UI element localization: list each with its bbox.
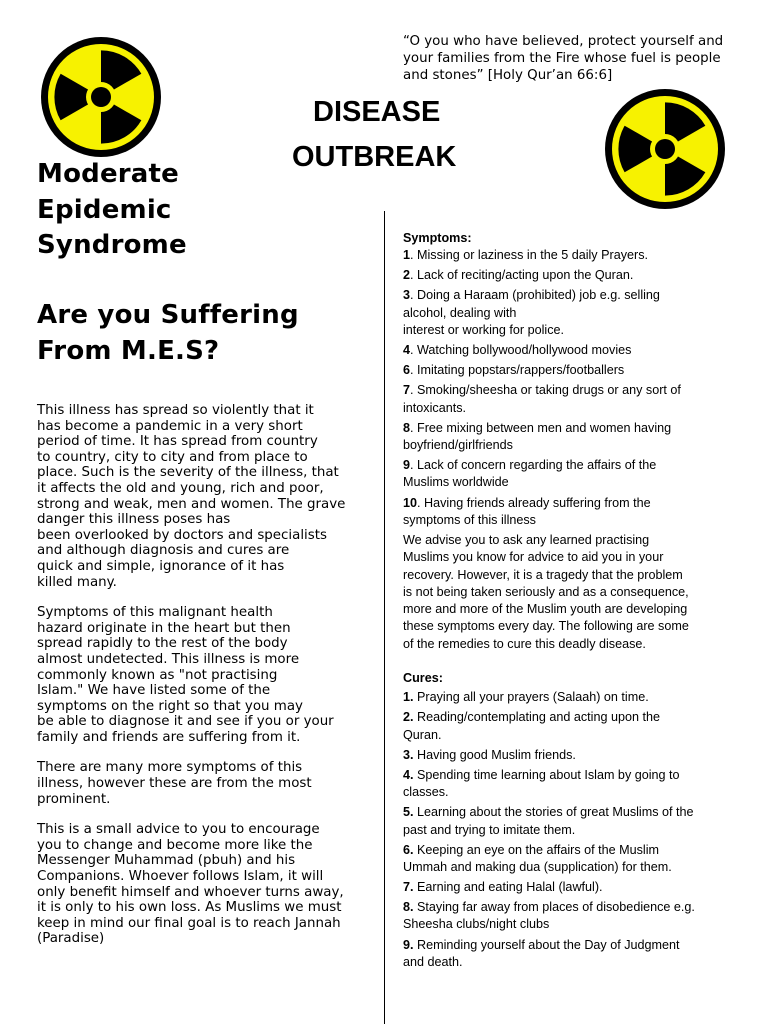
cures-item-text: Reminding yourself about the Day of Judgment xyxy=(413,937,680,952)
body-line: spread rapidly to the rest of the body xyxy=(37,636,288,652)
symptoms-item-line xyxy=(403,287,736,304)
cures-item-number: 7. xyxy=(403,880,414,895)
advice-line: recovery. However, it is a tragedy that the problem xyxy=(403,567,683,582)
symptoms-item-text: . Watching bollywood/hollywood movies xyxy=(410,343,632,358)
symptoms-item-text: . Imitating popstars/rappers/footballers xyxy=(410,363,625,378)
symptoms-item-number: 10 xyxy=(403,495,418,510)
symptoms-item-line xyxy=(403,362,736,379)
symptoms-item xyxy=(403,287,736,339)
symptoms-item-text: Muslims worldwide xyxy=(403,475,509,490)
advice-line: Muslims you know for advice to aid you in your xyxy=(403,550,664,565)
cures-item-line xyxy=(403,804,736,821)
symptoms-item-line xyxy=(403,247,736,264)
cures-item-text: Quran. xyxy=(403,727,442,742)
symptoms-item xyxy=(403,495,736,530)
symptoms-list xyxy=(403,247,736,529)
body-line: Islam." We have listed some of the xyxy=(37,683,271,699)
symptoms-item xyxy=(403,420,736,455)
symptoms-item xyxy=(403,267,736,284)
body-line: you to change and become more like the xyxy=(37,837,313,853)
body-line: been overlooked by doctors and specialists xyxy=(37,527,327,543)
cures-item-number: 2. xyxy=(403,710,414,725)
body-line: keep in mind our final goal is to reach Jannah xyxy=(37,915,341,931)
body-paragraph xyxy=(37,403,367,590)
symptoms-item-text: . Lack of concern regarding the affairs of the xyxy=(410,458,657,473)
cures-item-line xyxy=(403,859,736,876)
page-title-line-1: DISEASE xyxy=(313,96,441,128)
cures-item-text: and death. xyxy=(403,954,463,969)
advice-line: is not being taken seriously and as a consequence, xyxy=(403,584,689,599)
cures-item-number: 8. xyxy=(403,900,414,915)
symptoms-item-number: 7 xyxy=(403,383,411,398)
symptoms-item-number: 3 xyxy=(403,288,411,303)
symptoms-item-line xyxy=(403,342,736,359)
cures-item-text: Spending time learning about Islam by going to xyxy=(413,767,680,782)
symptoms-item xyxy=(403,247,736,264)
radiation-icon xyxy=(39,35,163,159)
symptoms-item-line xyxy=(403,305,736,322)
symptoms-item-text: intoxicants. xyxy=(403,400,466,415)
body-line: Companions. Whoever follows Islam, it will xyxy=(37,869,324,885)
body-line: place. Such is the severity of the illness, that xyxy=(37,465,339,481)
cures-item xyxy=(403,767,736,802)
symptoms-item-number: 8 xyxy=(403,420,411,435)
body-line: killed many. xyxy=(37,574,117,590)
symptoms-item xyxy=(403,382,736,417)
syndrome-heading-line: Epidemic xyxy=(37,194,172,225)
cures-list xyxy=(403,689,736,971)
symptoms-item-text: . Smoking/sheesha or taking drugs or any sort of xyxy=(410,383,681,398)
body-paragraph xyxy=(37,760,367,807)
body-line: Symptoms of this malignant health xyxy=(37,605,273,621)
right-column xyxy=(403,230,736,974)
body-line: be able to diagnose it and see if you or your xyxy=(37,714,334,730)
body-paragraph xyxy=(37,822,367,947)
syndrome-heading-line: Moderate xyxy=(37,159,180,189)
cures-item-number: 6. xyxy=(403,842,414,857)
left-column-text xyxy=(37,403,367,947)
radiation-icon xyxy=(603,87,727,211)
symptoms-item-text: alcohol, dealing with xyxy=(403,305,517,320)
cures-item-line xyxy=(403,784,736,801)
cures-item-line xyxy=(403,822,736,839)
cures-item-line xyxy=(403,767,736,784)
body-line: period of time. It has spread from country xyxy=(37,434,318,450)
cures-title: Cures: xyxy=(403,671,443,685)
body-line: commonly known as "not practising xyxy=(37,667,278,683)
cures-item xyxy=(403,804,736,839)
cures-item-line xyxy=(403,842,736,859)
cures-item-text: classes. xyxy=(403,785,449,800)
cures-item-number: 4. xyxy=(403,767,414,782)
question-heading xyxy=(37,298,299,369)
body-line: only benefit himself and whoever turns away, xyxy=(37,884,344,900)
cures-item-text: Reading/contemplating and acting upon the xyxy=(413,710,660,725)
cures-item-text: Sheesha clubs/night clubs xyxy=(403,917,550,932)
cures-item-text: Keeping an eye on the affairs of the Muslim xyxy=(413,842,660,857)
body-line: to country, city to city and from place to xyxy=(37,449,308,465)
cures-item-number: 9. xyxy=(403,937,414,952)
question-heading-line: From M.E.S? xyxy=(37,335,220,366)
cures-item-text: Ummah and making dua (supplication) for them. xyxy=(403,859,672,874)
symptoms-item-text: interest or working for police. xyxy=(403,323,564,338)
body-line: danger this illness poses has xyxy=(37,512,231,528)
body-line: it affects the old and young, rich and poor, xyxy=(37,480,324,496)
symptoms-item-number: 6 xyxy=(403,363,411,378)
body-line: illness, however these are from the most xyxy=(37,776,312,792)
symptoms-item-text: . Free mixing between men and women having xyxy=(410,420,672,435)
cures-item xyxy=(403,879,736,896)
symptoms-item-line xyxy=(403,267,736,284)
cures-item-line xyxy=(403,709,736,726)
symptoms-item-text: . Doing a Haraam (prohibited) job e.g. selling xyxy=(410,288,660,303)
symptoms-item-line xyxy=(403,512,736,529)
symptoms-item-text: . Lack of reciting/acting upon the Quran. xyxy=(410,268,634,283)
symptoms-title: Symptoms: xyxy=(403,231,472,245)
cures-item xyxy=(403,937,736,972)
body-line: Messenger Muhammad (pbuh) and his xyxy=(37,853,296,869)
body-line: it is only to his own loss. As Muslims we must xyxy=(37,900,342,916)
body-line: strong and weak, men and women. The grave xyxy=(37,496,346,512)
body-line: (Paradise) xyxy=(37,931,105,947)
cures-item-line xyxy=(403,727,736,744)
body-line: almost undetected. This illness is more xyxy=(37,651,300,667)
body-line: This illness has spread so violently that it xyxy=(37,403,314,418)
symptoms-item-text: boyfriend/girlfriends xyxy=(403,438,513,453)
cures-item-line xyxy=(403,954,736,971)
cures-item xyxy=(403,709,736,744)
cures-item-text: Earning and eating Halal (lawful). xyxy=(413,880,603,895)
page-title-line-2: OUTBREAK xyxy=(292,141,457,173)
cures-item-text: past and trying to imitate them. xyxy=(403,822,576,837)
body-line: hazard originate in the heart but then xyxy=(37,620,291,636)
advice-paragraph xyxy=(403,532,736,653)
body-line: There are many more symptoms of this xyxy=(37,760,303,776)
advice-line: more and more of the Muslim youth are developing xyxy=(403,602,688,617)
symptoms-item-line xyxy=(403,420,736,437)
body-line: has become a pandemic in a very short xyxy=(37,418,303,434)
cures-item-line xyxy=(403,747,736,764)
body-line: family and friends are suffering from it. xyxy=(37,729,301,745)
symptoms-item-text: . Having friends already suffering from the xyxy=(417,495,651,510)
body-line: symptoms on the right so that you may xyxy=(37,698,303,714)
cures-item-line xyxy=(403,899,736,916)
body-line: This is a small advice to you to encourage xyxy=(37,822,320,838)
body-line: and although diagnosis and cures are xyxy=(37,543,290,559)
body-paragraph xyxy=(37,605,367,745)
syndrome-heading-line: Syndrome xyxy=(37,230,187,260)
symptoms-item-number: 4 xyxy=(403,343,411,358)
symptoms-item-text: symptoms of this illness xyxy=(403,512,536,527)
cures-item-number: 5. xyxy=(403,805,414,820)
quran-quote: “O you who have believed, protect yourself and your families from the Fire whose fuel is people and stones” [Holy Qur’an 66:6] xyxy=(403,34,724,83)
symptoms-item-number: 1 xyxy=(403,248,411,263)
symptoms-item-line xyxy=(403,437,736,454)
paragraph-gap xyxy=(37,807,367,822)
cures-item xyxy=(403,899,736,934)
cures-item-number: 3. xyxy=(403,747,414,762)
cures-item-line xyxy=(403,916,736,933)
symptoms-item-line xyxy=(403,457,736,474)
cures-item-line xyxy=(403,879,736,896)
symptoms-item xyxy=(403,457,736,492)
cures-item-line xyxy=(403,937,736,954)
body-line: prominent. xyxy=(37,791,111,807)
symptoms-item xyxy=(403,342,736,359)
syndrome-heading xyxy=(37,157,187,264)
symptoms-item-line xyxy=(403,322,736,339)
advice-line: these symptoms every day. The following are some xyxy=(403,619,689,634)
advice-line: We advise you to ask any learned practising xyxy=(403,532,650,547)
question-heading-line: Are you Suffering xyxy=(37,300,299,330)
cures-item xyxy=(403,842,736,877)
cures-item-text: Staying far away from places of disobedience e.g. xyxy=(413,900,695,915)
cures-item xyxy=(403,747,736,764)
cures-item-line xyxy=(403,689,736,706)
symptoms-item-line xyxy=(403,400,736,417)
paragraph-gap xyxy=(37,745,367,760)
cures-item-text: Praying all your prayers (Salaah) on time. xyxy=(413,690,649,705)
symptoms-item-line xyxy=(403,474,736,491)
symptoms-item-number: 9 xyxy=(403,458,411,473)
cures-item-text: Learning about the stories of great Muslims of the xyxy=(413,805,694,820)
body-line: quick and simple, ignorance of it has xyxy=(37,558,285,574)
cures-item-text: Having good Muslim friends. xyxy=(413,747,576,762)
symptoms-item-text: . Missing or laziness in the 5 daily Prayers. xyxy=(410,248,648,263)
paragraph-gap xyxy=(37,590,367,605)
symptoms-item xyxy=(403,362,736,379)
cures-item-number: 1. xyxy=(403,690,414,705)
advice-line: of the remedies to cure this deadly disease. xyxy=(403,636,646,651)
cures-item xyxy=(403,689,736,706)
symptoms-item-line xyxy=(403,382,736,399)
symptoms-item-line xyxy=(403,495,736,512)
column-divider xyxy=(384,211,385,1024)
symptoms-item-number: 2 xyxy=(403,268,411,283)
